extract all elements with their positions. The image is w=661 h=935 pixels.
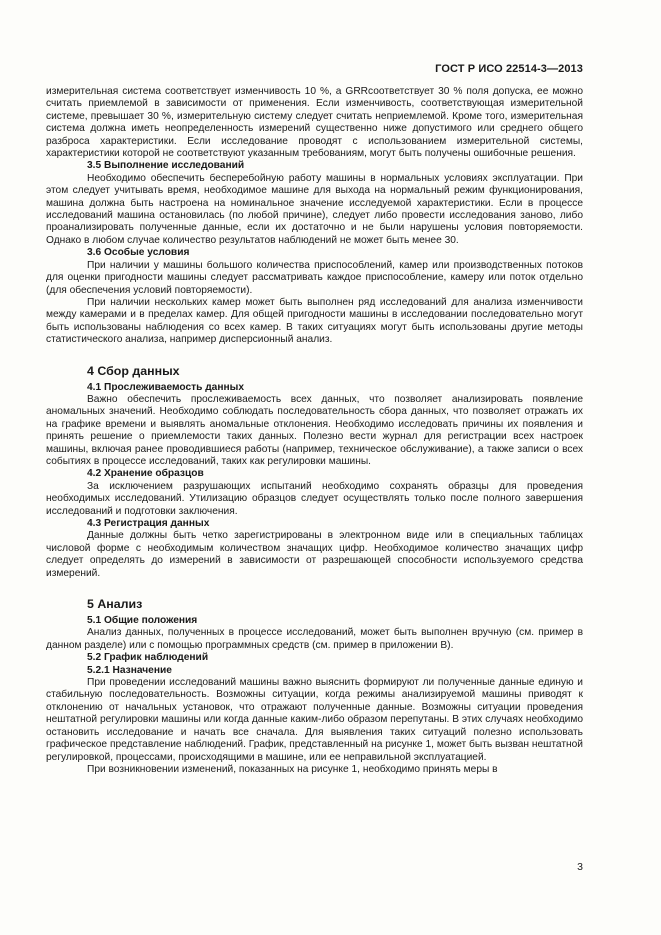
heading-4-2: 4.2 Хранение образцов xyxy=(87,468,204,480)
heading-section-4: 4 Сбор данных xyxy=(87,363,180,378)
paragraph-4-1: Важно обеспечить прослеживаемость всех данных, что позволяет анализировать появление аномальных значений. Необходимо соблюдать последовательность сбора данных, что позволяет отражать их на графике времени и выявлять аномальные отклонения. Необходимо исследовать причины их появления и принять решение о приемлемости таких данных. Полезно вести журнал для регистрации всех настроек машины, включая ранее проводившиеся работы (например, техническое обслуживание), а также записи о всех событиях в процессе исследований, таких как регулировки машины. xyxy=(46,393,583,467)
heading-5-2-1: 5.2.1 Назначение xyxy=(87,664,172,676)
heading-4-3: 4.3 Регистрация данных xyxy=(87,518,210,529)
page-number: 3 xyxy=(577,861,583,873)
paragraph-5-2-1-b: При возникновении изменений, показанных на рисунке 1, необходимо принять меры в xyxy=(87,763,498,775)
paragraph-5-2-1-a: При проведении исследований машины важно выяснить формируют ли полученные данные единую и стабильную последовательность. Возможны ситуации, когда режимы анализируемой машины приводят к отклонению от начальных установок, что отражают полученные данные. Возможны ситуации проведения нештатной регулировки машины или когда данные каким-либо образом перепутаны. В этих случаях необходимо остановить исследование и начать все сначала. Для выявления таких ситуаций полезно использовать графическое представление наблюдений. График, представленный на рисунке 1, может быть вызван нештатной регулировкой, процессами, происходящими в машине, или ее неправильной эксплуатацией. xyxy=(46,677,583,763)
heading-3-5: 3.5 Выполнение исследований xyxy=(87,160,245,172)
paragraph-3-5: Необходимо обеспечить бесперебойную работу машины в нормальных условиях эксплуатации. При этом следует учитывать время, необходимое машине для выхода на нормальный режим функционирования, машина должна быть настроена на номинальное значение исследуемой характеристики. Если в процессе исследований машина остановилась (по любой причине), следует либо провести исследования заново, либо проанализировать полученные данные, если их достаточно и не были нарушены условия повторяемости. Однако в любом случае количество результатов наблюдений не может быть менее 30. xyxy=(46,172,583,246)
paragraph-5-1: Анализ данных, полученных в процессе исследований, может быть выполнен вручную (см. пример в данном разделе) или с помощью программных средств (см. пример в приложении В). xyxy=(46,627,583,651)
paragraph-4-3: Данные должны быть четко зарегистрированы в электронном виде или в специальных таблицах числовой форме с необходимым количеством значащих цифр. Необходимое количество значащих цифр следует определять до измерений в зависимости от разрешающей способности используемого средства измерений. xyxy=(46,530,583,579)
paragraph-3-6-a: При наличии у машины большого количества приспособлений, камер или производственных потоков для оценки пригодности машины следует рассматривать каждое приспособление, камеру или поток отдельно (для обеспечения условий повторяемости). xyxy=(46,259,583,296)
document-header: ГОСТ Р ИСО 22514-3—2013 xyxy=(435,63,583,75)
paragraph-intro: измерительная система соответствует изменчивость 10 %, а GRRсоответствует 30 % поля допуска, ее можно считать приемлемой в зависимости от применения. Если изменчивость, соответствующая измерительной системе, превышает 30 %, измерительную систему следует считать неприемлемой. Кроме того, измерительная система должна иметь неопределенность измерений существенно ниже допустимого или среднего общего разброса характеристики. Если исследование проводят с использованием измерительной системы, характеристики которой не соответствуют указанным требованиям, могут быть получены ошибочные решения. xyxy=(46,86,583,160)
document-body xyxy=(46,86,583,776)
heading-5-1: 5.1 Общие положения xyxy=(87,615,198,627)
heading-section-5: 5 Анализ xyxy=(87,597,143,612)
paragraph-3-6-b: При наличии нескольких камер может быть выполнен ряд исследований для анализа изменчивости между камерами и в пределах камер. Для общей пригодности машины в исследовании последовательно могут быть использованы наблюдения со всех камер. В таких ситуациях могут быть использованы другие методы статистического анализа, например дисперсионный анализ. xyxy=(46,296,583,346)
heading-3-6: 3.6 Особые условия xyxy=(87,247,190,259)
heading-4-1: 4.1 Прослеживаемость данных xyxy=(87,381,245,393)
paragraph-4-2: За исключением разрушающих испытаний необходимо сохранять образцы для проведения необходимых исследований. Утилизацию образцов следует осуществлять только после полного завершения исследований и подготовки заключения. xyxy=(46,480,583,517)
heading-5-2: 5.2 График наблюдений xyxy=(87,652,209,664)
